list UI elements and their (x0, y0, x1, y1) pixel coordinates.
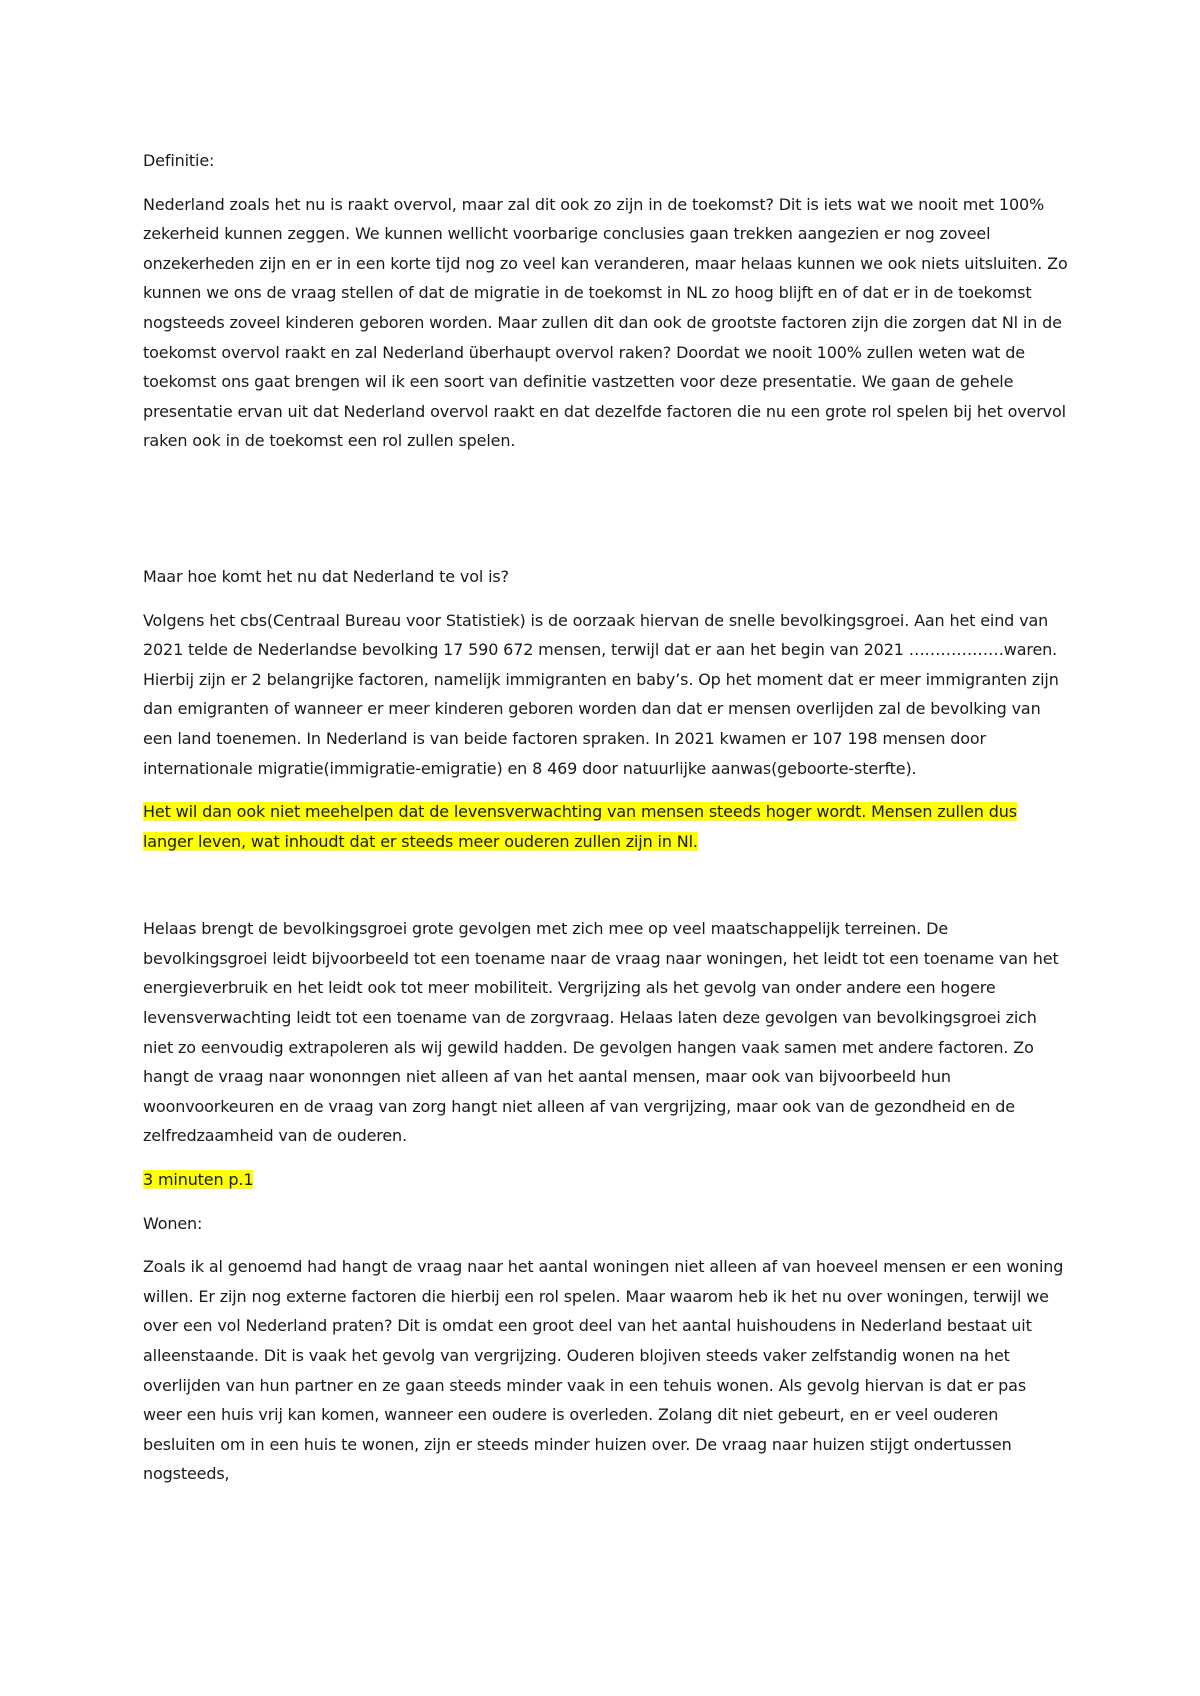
heading-question: Maar hoe komt het nu dat Nederland te vol is? (143, 566, 509, 586)
heading-wonen: Wonen: (143, 1213, 203, 1233)
blank-space (143, 870, 1068, 914)
heading-definition: Definitie: (143, 151, 215, 170)
paragraph-highlight-life-expectancy (143, 797, 1068, 856)
paragraph-definition: Nederland zoals het nu is raakt overvol, maar zal dit ook zo zijn in de toekomst? Dit is iets wat we nooit met 100% zekerheid kunnen zeggen. We kunnen wellicht voorbarige conclusies gaan trekken aangezien er nog zoveel onzekerheden zijn en er in een korte tijd nog zo veel kan veranderen, maar helaas kunnen we ook niets uitsluiten. Zo kunnen we ons de vraag stellen of dat de migratie in de toekomst in NL zo hoog blijft en of dat er in de toekomst nogsteeds zoveel kinderen geboren worden. Maar zullen dit dan ook de grootste factoren zijn die zorgen dat Nl in de toekomst overvol raakt en zal Nederland überhaupt overvol raken? Doordat we nooit 100% zullen weten wat de toekomst ons gaat brengen wil ik een soort van definitie vastzetten voor deze presentatie. We gaan de gehele presentatie ervan uit dat Nederland overvol raakt en dat dezelfde factoren die nu een grote rol spelen bij het overvol raken ook in de toekomst een rol zullen spelen. (143, 194, 1068, 451)
highlighted-text: Het wil dan ook niet meehelpen dat de levensverwachting van mensen steeds hoger wordt. Mensen zullen dus langer leven, wat inhoudt dat er steeds meer ouderen zullen zijn in Nl. (143, 802, 1017, 851)
paragraph-consequences: Helaas brengt de bevolkingsgroei grote gevolgen met zich mee op veel maatschappelijk terreinen. De bevolkingsgroei leidt bijvoorbeeld tot een toename naar de vraag naar woningen, het leidt tot een toename van het energieverbruik en het leidt ook tot meer mobiliteit. Vergrijzing als het gevolg van onder andere een hogere levensverwachting leidt tot een toename van de zorgvraag. Helaas laten deze gevolgen van bevolkingsgroei zich niet zo eenvoudig extrapoleren als wij gewild hadden. De gevolgen hangen vaak samen met andere factoren. Zo hangt de vraag naar wononngen niet alleen af van het aantal mensen, maar ook van bijvoorbeeld hun woonvoorkeuren en de vraag van zorg hangt niet alleen af van vergrijzing, maar ook van de gezondheid en de zelfredzaamheid van de ouderen. (143, 919, 1059, 1146)
paragraph-cbs: Volgens het cbs(Centraal Bureau voor Statistiek) is de oorzaak hiervan de snelle bevolkingsgroei. Aan het eind van 2021 telde de Nederlandse bevolking 17 590 672 mensen, terwijl dat er aan het begin van 2021 ………………waren. Hierbij zijn er 2 belangrijke factoren, namelijk immigranten en baby’s. Op het moment dat er meer immigranten zijn dan emigranten of wanneer er meer kinderen geboren worden dan dat er mensen overlijden zal de bevolking van een land toenemen. In Nederland is van beide factoren spraken. In 2021 kwamen er 107 198 mensen door internationale migratie(immigratie-emigratie) en 8 469 door natuurlijke aanwas(geboorte-sterfte). (143, 610, 1059, 778)
note-minutes (143, 1165, 1068, 1195)
highlighted-note: 3 minuten p.1 (143, 1170, 254, 1190)
document-body (143, 146, 1068, 1503)
blank-space (143, 470, 1068, 562)
paragraph-wonen: Zoals ik al genoemd had hangt de vraag naar het aantal woningen niet alleen af van hoeveel mensen er een woning willen. Er zijn nog externe factoren die hierbij een rol spelen. Maar waarom heb ik het nu over woningen, terwijl we over een vol Nederland praten? Dit is omdat een groot deel van het aantal huishoudens in Nederland bestaat uit alleenstaande. Dit is vaak het gevolg van vergrijzing. Ouderen blojiven steeds vaker zelfstandig wonen na het overlijden van hun partner en ze gaan steeds minder vaak in een tehuis wonen. Als gevolg hiervan is dat er pas weer een huis vrij kan komen, wanneer een oudere is overleden. Zolang dit niet gebeurt, en er veel ouderen besluiten om in een huis te wonen, zijn er steeds minder huizen over. De vraag naar huizen stijgt ondertussen nogsteeds, (143, 1257, 1064, 1484)
